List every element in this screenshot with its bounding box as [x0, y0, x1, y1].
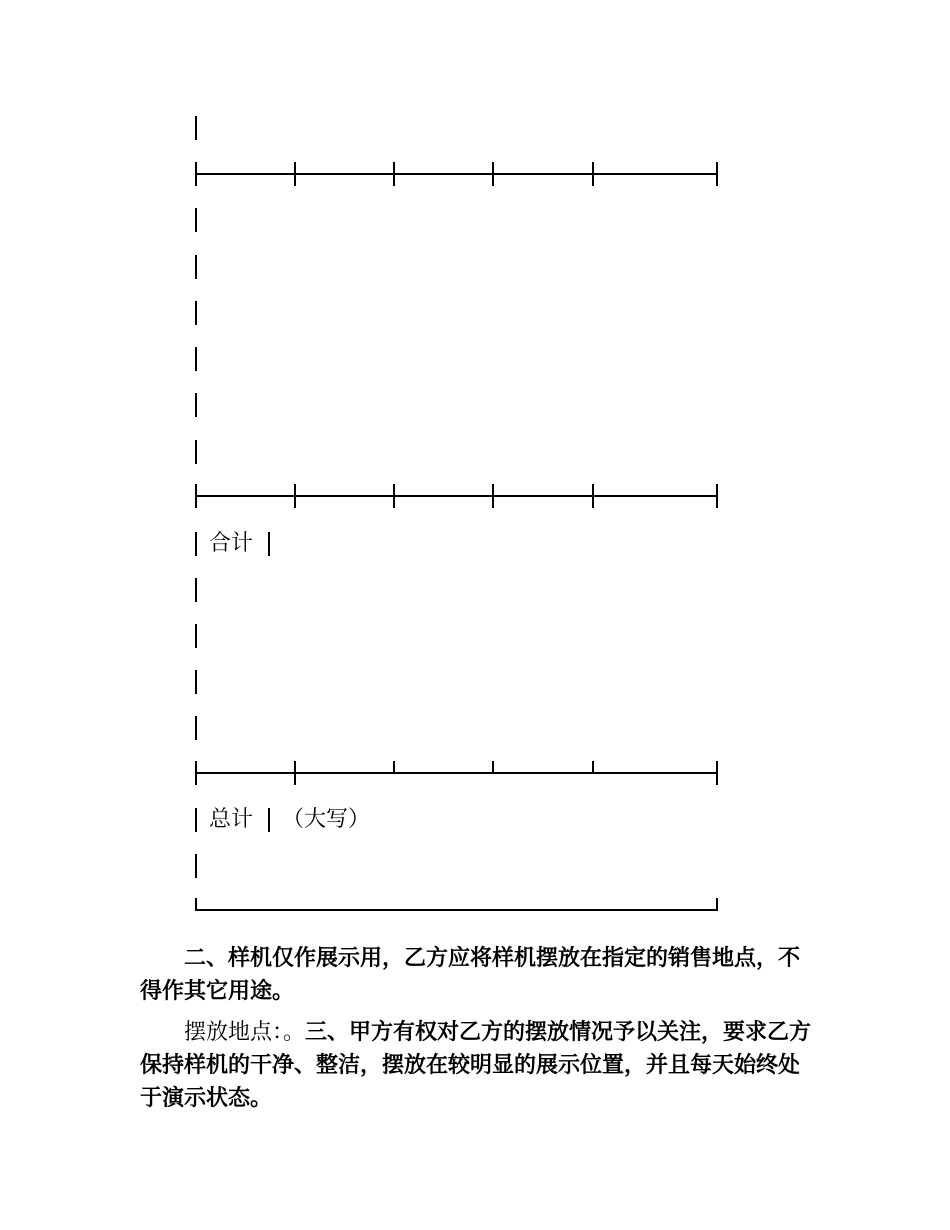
table-column-tick: [393, 162, 395, 186]
table-corner-tick: [716, 898, 718, 910]
table-column-tick: [492, 162, 494, 186]
paragraph-placement: [140, 1016, 820, 1115]
table-column-tick: [716, 761, 718, 785]
grand-total-label: 总计: [209, 807, 254, 832]
paragraph-3-text: 三、甲方有权对乙方的摆放情况予以关注，要求乙方保持样机的干净、整洁，摆放在较明显的展示位置，并且每天始终处于演示状态。: [140, 1019, 812, 1111]
table-left-border: [195, 532, 197, 556]
table-cell-border: [268, 532, 270, 556]
table-left-border: [195, 440, 197, 464]
placement-location-separator: 。: [283, 1020, 306, 1045]
table-column-tick: [294, 761, 296, 785]
table-column-tick: [195, 162, 197, 186]
table-left-border: [195, 301, 197, 325]
table-left-border: [195, 255, 197, 279]
table-column-tick: [716, 484, 718, 508]
table-column-tick: [393, 761, 395, 773]
table-left-border: [195, 670, 197, 694]
table-row-separator: [195, 173, 718, 175]
paragraph-2-text: 二、样机仅作展示用，乙方应将样机摆放在指定的销售地点，不得作其它用途。: [140, 945, 801, 1004]
table-column-tick: [492, 484, 494, 508]
table-left-border: [195, 208, 197, 232]
table-column-tick: [592, 484, 594, 508]
table-column-tick: [393, 484, 395, 508]
table-column-tick: [195, 484, 197, 508]
table-left-border: [195, 116, 197, 140]
table-left-border: [195, 578, 197, 602]
table-left-border: [195, 347, 197, 371]
total-label: 合计: [209, 531, 254, 556]
table-left-border: [195, 393, 197, 417]
placement-location-label: 摆放地点：: [184, 1020, 284, 1045]
table-left-border: [195, 854, 197, 878]
table-left-border: [195, 808, 197, 832]
table-column-tick: [294, 162, 296, 186]
table-row-separator: [195, 772, 718, 774]
grand-total-note: （大写）: [282, 807, 371, 832]
paragraph-sample-usage: [140, 942, 820, 1008]
table-column-tick: [592, 761, 594, 773]
table-left-border: [195, 624, 197, 648]
table-column-tick: [592, 162, 594, 186]
table-cell-border: [268, 808, 270, 832]
table-column-tick: [492, 761, 494, 773]
table-corner-tick: [195, 898, 197, 910]
table-bottom-border: [195, 909, 718, 911]
table-row-separator: [195, 495, 718, 497]
table-column-tick: [716, 162, 718, 186]
table-column-tick: [294, 484, 296, 508]
table-column-tick: [195, 761, 197, 785]
table-left-border: [195, 716, 197, 740]
